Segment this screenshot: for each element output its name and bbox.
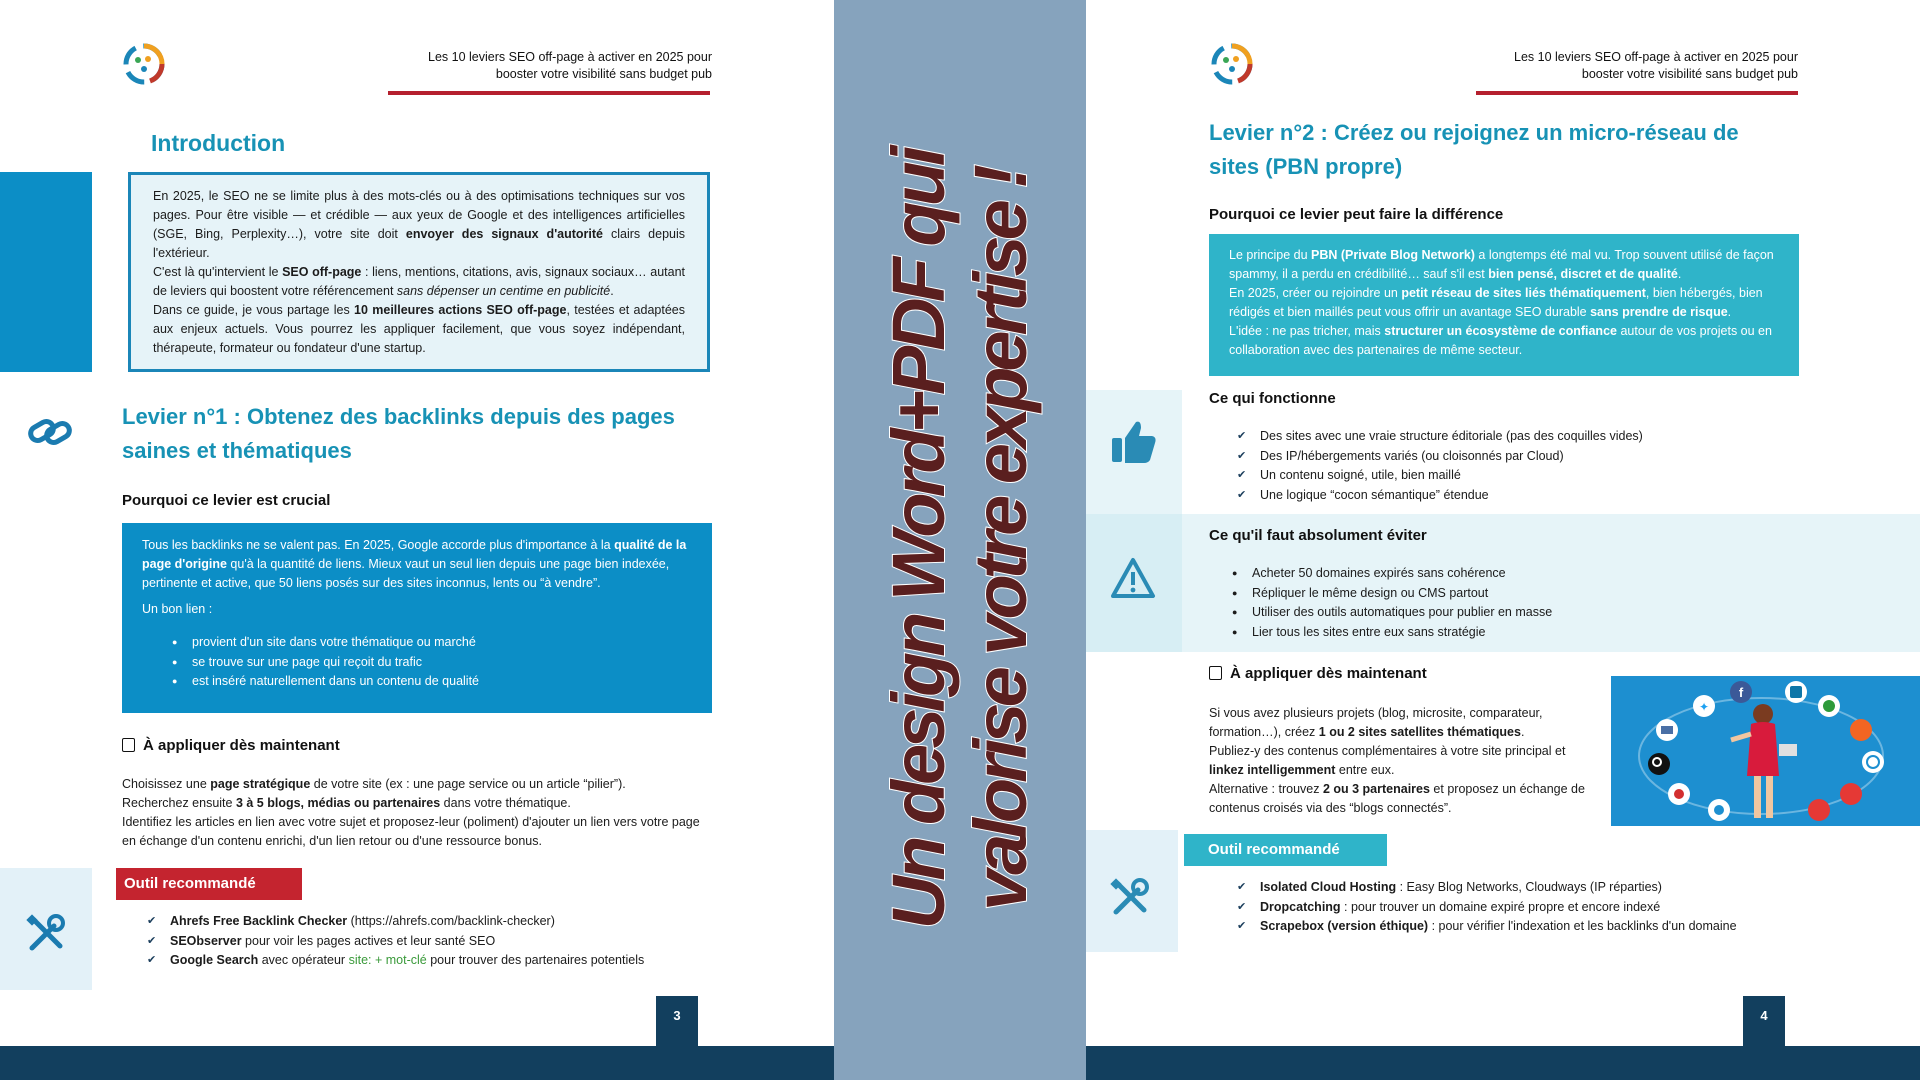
right-page xyxy=(1086,0,1920,1080)
list-item: ✔ Un contenu soigné, utile, bien maillé xyxy=(1230,466,1790,486)
header-title-line1: Les 10 leviers SEO off-page à activer en 2025 pour xyxy=(428,50,712,64)
list-item: ● Répliquer le même design ou CMS partout xyxy=(1222,584,1782,604)
list-item: ✔ Des sites avec une vraie structure éditoriale (pas des coquilles vides) xyxy=(1230,427,1790,447)
list-item: ✔ Des IP/hébergements variés (ou cloisonnés par Cloud) xyxy=(1230,447,1790,467)
lever1-title-line1: Levier n°1 : Obtenez des backlinks depuis des pages xyxy=(122,404,675,429)
why-line: En 2025, créer ou rejoindre un petit réseau de sites liés thématiquement, bien hébergés, bien rédigés et bien maillés peut vous offrir un avantage SEO durable sans prendre de risque. xyxy=(1229,286,1763,319)
header-title-line1: Les 10 leviers SEO off-page à activer en 2025 pour xyxy=(1514,50,1798,64)
intro-paragraph-3: Dans ce guide, je vous partage les 10 meilleures actions SEO off-page, testées et adaptées aux enjeux actuels. Vous pourrez les appliquer facilement, que vous soyez indépendant, thérapeute, formateur ou fondateur d'une startup. xyxy=(153,303,685,355)
lever1-tools-list xyxy=(140,912,740,971)
why-line: L'idée : ne pas tricher, mais structurer un écosystème de confiance autour de vos projets ou en collaboration avec des partenaires de même secteur. xyxy=(1229,324,1772,357)
list-item: ● se trouve sur une page qui reçoit du trafic xyxy=(162,653,692,673)
side-accent-block xyxy=(0,172,92,372)
lever2-apply-title: À appliquer dès maintenant xyxy=(1209,665,1427,682)
apply-line: Si vous avez plusieurs projets (blog, microsite, comparateur, formation…), créez 1 ou 2 sites satellites thématiques. xyxy=(1209,706,1543,739)
lever2-title-line1: Levier n°2 : Créez ou rejoignez un micro-réseau de xyxy=(1209,120,1739,145)
logo-icon xyxy=(1208,40,1256,88)
page-number: 4 xyxy=(1743,996,1785,1046)
header-title-line2: booster votre visibilité sans budget pub xyxy=(495,67,712,81)
lever1-why-box xyxy=(122,523,712,713)
apply-line: Recherchez ensuite 3 à 5 blogs, médias ou partenaires dans votre thématique. xyxy=(122,796,571,810)
wrench-screwdriver-icon xyxy=(24,912,68,956)
header-title xyxy=(1468,49,1798,83)
lever2-why-title: Pourquoi ce levier peut faire la différence xyxy=(1209,206,1504,223)
apply-line: Alternative : trouvez 2 ou 3 partenaires et proposez un échange de contenus croisés via des “blogs connectés”. xyxy=(1209,782,1585,815)
intro-paragraph-1: En 2025, le SEO ne se limite plus à des mots-clés ou à des optimisations techniques sur vos pages. Pour être visible — et crédible — aux yeux de Google et des intelligences artificielles (SGE, Bing, Perplexity…), votre site doit envoyer des signaux d'autorité clairs depuis l'extérieur. xyxy=(153,189,685,260)
list-item: ✔ Scrapebox (version éthique) : pour vérifier l'indexation et les backlinks d'un domaine xyxy=(1230,917,1850,937)
list-item: ✔ Dropcatching : pour trouver un domaine expiré propre et encore indexé xyxy=(1230,898,1850,918)
svg-text:✦: ✦ xyxy=(1698,700,1710,714)
list-item: ✔ SEObserver pour voir les pages actives et leur santé SEO xyxy=(140,932,740,952)
checkbox-icon xyxy=(1209,666,1222,680)
logo-icon xyxy=(120,40,168,88)
works-title: Ce qui fonctionne xyxy=(1209,390,1336,407)
works-list xyxy=(1230,427,1790,505)
lever1-apply-title: À appliquer dès maintenant xyxy=(122,737,340,754)
spine-headline xyxy=(878,40,1042,1040)
spine-banner xyxy=(834,0,1086,1080)
intro-paragraph-2: C'est là qu'intervient le SEO off-page : liens, mentions, citations, avis, signaux sociaux… autant de leviers qui boostent votre référencement sans dépenser un centime en publicité. xyxy=(153,265,685,298)
svg-text:f: f xyxy=(1738,685,1744,700)
why-line: Le principe du PBN (Private Blog Network) a longtemps été mal vu. Trop souvent utilisé de façon spammy, il a perdu en crédibilité… sauf s'il est bien pensé, discret et de qualité. xyxy=(1229,248,1774,281)
spine-line-1: Un design Word+PDF qui xyxy=(877,150,960,930)
list-item: ✔ Ahrefs Free Backlink Checker (https://ahrefs.com/backlink-checker) xyxy=(140,912,740,932)
intro-box xyxy=(128,172,710,372)
lever1-why-subtitle: Un bon lien : xyxy=(142,602,213,616)
lever2-tools-list xyxy=(1230,878,1850,937)
avoid-title: Ce qu'il faut absolument éviter xyxy=(1209,527,1427,544)
footer-bar xyxy=(0,1046,834,1080)
lever1-why-paragraph: Tous les backlinks ne se valent pas. En 2025, Google accorde plus d'importance à la qualité de la page d'origine qu'à la quantité de liens. Mieux vaut un seul lien depuis une page bien indexée, pertinente et active, que 50 liens posés sur des sites inconnus, lents ou “à vendre”. xyxy=(142,538,687,590)
lever1-title-line2: saines et thématiques xyxy=(122,438,352,463)
lever1-apply-text xyxy=(122,775,712,851)
header-rule xyxy=(1476,91,1798,95)
lever2-title-line2: sites (PBN propre) xyxy=(1209,154,1403,179)
spine-line-2: valorise votre expertise ! xyxy=(959,169,1042,911)
apply-line: Publiez-y des contenus complémentaires à votre site principal et linkez intelligemment entre eux. xyxy=(1209,744,1566,777)
page-number: 3 xyxy=(656,996,698,1046)
lever2-apply-text xyxy=(1209,704,1599,818)
lever2-tool-tag: Outil recommandé xyxy=(1184,834,1387,866)
left-page xyxy=(0,0,834,1080)
list-item: ● Lier tous les sites entre eux sans stratégie xyxy=(1222,623,1782,643)
list-item: ● Utiliser des outils automatiques pour publier en masse xyxy=(1222,603,1782,623)
list-item: ✔ Une logique “cocon sémantique” étendue xyxy=(1230,486,1790,506)
list-item: ● Acheter 50 domaines expirés sans cohérence xyxy=(1222,564,1782,584)
list-item: ● provient d'un site dans votre thématique ou marché xyxy=(162,633,692,653)
link-icon xyxy=(26,408,74,456)
list-item: ● est inséré naturellement dans un contenu de qualité xyxy=(162,672,692,692)
warning-icon xyxy=(1110,556,1156,600)
lever1-tool-tag: Outil recommandé xyxy=(116,868,302,900)
header-title-line2: booster votre visibilité sans budget pub xyxy=(1581,67,1798,81)
lever1-why-title: Pourquoi ce levier est crucial xyxy=(122,492,331,509)
thumbs-up-icon xyxy=(1108,416,1160,468)
list-item: ✔ Google Search avec opérateur site: + mot-clé pour trouver des partenaires potentiels xyxy=(140,951,740,971)
list-item: ✔ Isolated Cloud Hosting : Easy Blog Networks, Cloudways (IP réparties) xyxy=(1230,878,1850,898)
lever1-why-list xyxy=(142,633,692,692)
apply-line: Identifiez les articles en lien avec votre sujet et proposez-leur (poliment) d'ajouter un lien vers votre page en échange d'un contenu enrichi, d'un lien retour ou d'une ressource bonus. xyxy=(122,815,700,848)
wrench-screwdriver-icon xyxy=(1108,876,1152,920)
header-rule xyxy=(388,91,710,95)
apply-line: Choisissez une page stratégique de votre site (ex : une page service ou un article “pilier”). xyxy=(122,777,626,791)
avoid-list xyxy=(1222,564,1782,642)
footer-bar xyxy=(1086,1046,1920,1080)
lever1-title xyxy=(122,400,675,468)
checkbox-icon xyxy=(122,738,135,752)
lever2-why-box xyxy=(1209,234,1799,376)
social-network-illustration xyxy=(1611,676,1920,826)
intro-title: Introduction xyxy=(151,130,286,156)
lever2-title xyxy=(1209,116,1739,184)
header-title xyxy=(382,49,712,83)
